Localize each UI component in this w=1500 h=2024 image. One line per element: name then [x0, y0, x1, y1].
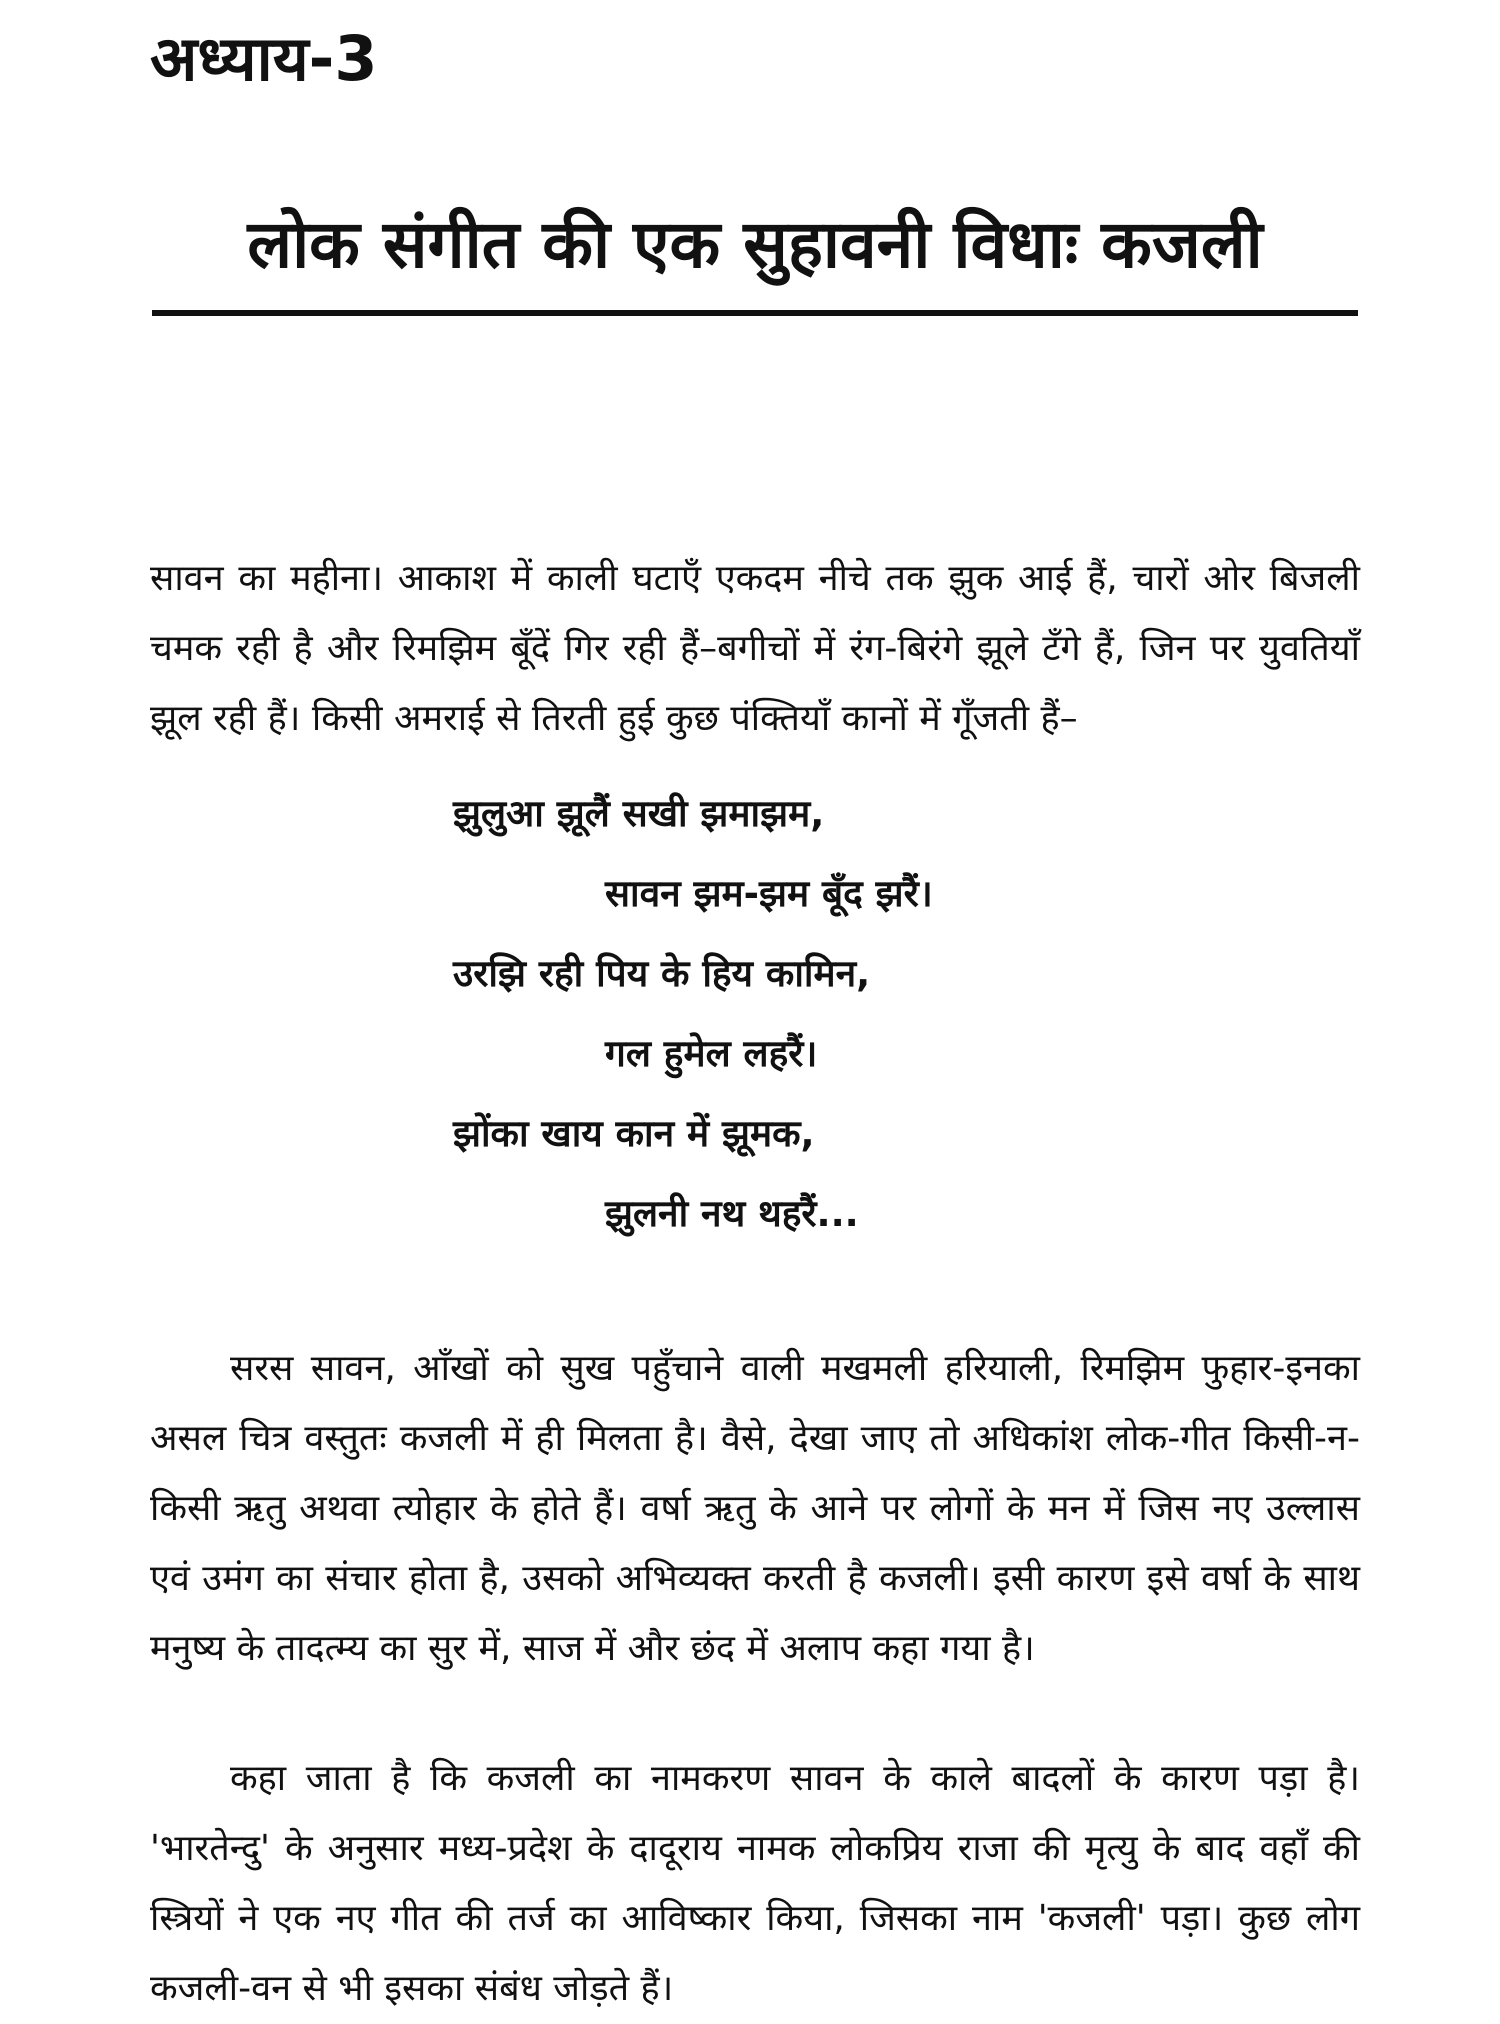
- title-underline: [152, 310, 1358, 316]
- verse-line: झुलुआ झूलैं सखी झमाझम,: [453, 792, 825, 835]
- verse-line: गल हुमेल लहरैं।: [605, 1032, 818, 1075]
- chapter-title: लोक संगीत की एक सुहावनी विधाः कजली: [247, 206, 1263, 283]
- verse-line: सावन झम-झम बूँद झरैं।: [605, 872, 933, 915]
- verse-line: उरझि रही पिय के हिय कामिन,: [453, 952, 871, 995]
- body-paragraph-season: सरस सावन, आँखों को सुख पहुँचाने वाली मखमली हरियाली, रिमझिम फुहार-इनका असल चित्र वस्तुतः कजली में ही मिलता है। वैसे, देखा जाए तो अधिकांश लोक-गीत किसी-न-किसी ऋतु अथवा त्योहार के होते हैं। वर्षा ऋतु के आने पर लोगों के मन में जिस नए उल्लास एवं उमंग का संचार होता है, उसको अभिव्यक्त करती है कजली। इसी कारण इसे वर्षा के साथ मनुष्य के तादत्म्य का सुर में, साज में और छंद में अलाप कहा गया है।: [150, 1348, 1360, 1669]
- verse-line: झोंका खाय कान में झूमक,: [453, 1112, 815, 1155]
- intro-paragraph: सावन का महीना। आकाश में काली घटाएँ एकदम नीचे तक झुक आई हैं, चारों ओर बिजली चमक रही है और रिमझिम बूँदें गिर रही हैं–बगीचों में रंग-बिरंगे झूले टँगे हैं, जिन पर युवतियाँ झूल रही हैं। किसी अमराई से तिरती हुई कुछ पंक्तियाँ कानों में गूँजती हैं–: [150, 558, 1360, 739]
- verse-line: झुलनी नथ थहरैं...: [605, 1192, 859, 1235]
- body-paragraph-naming: कहा जाता है कि कजली का नामकरण सावन के काले बादलों के कारण पड़ा है। 'भारतेन्दु' के अनुसार मध्य-प्रदेश के दादूराय नामक लोकप्रिय राजा की मृत्यु के बाद वहाँ की स्त्रियों ने एक नए गीत की तर्ज का आविष्कार किया, जिसका नाम 'कजली' पड़ा। कुछ लोग कजली-वन से भी इसका संबंध जोड़ते हैं।: [150, 1758, 1360, 2009]
- chapter-number: अध्याय-3: [150, 22, 378, 95]
